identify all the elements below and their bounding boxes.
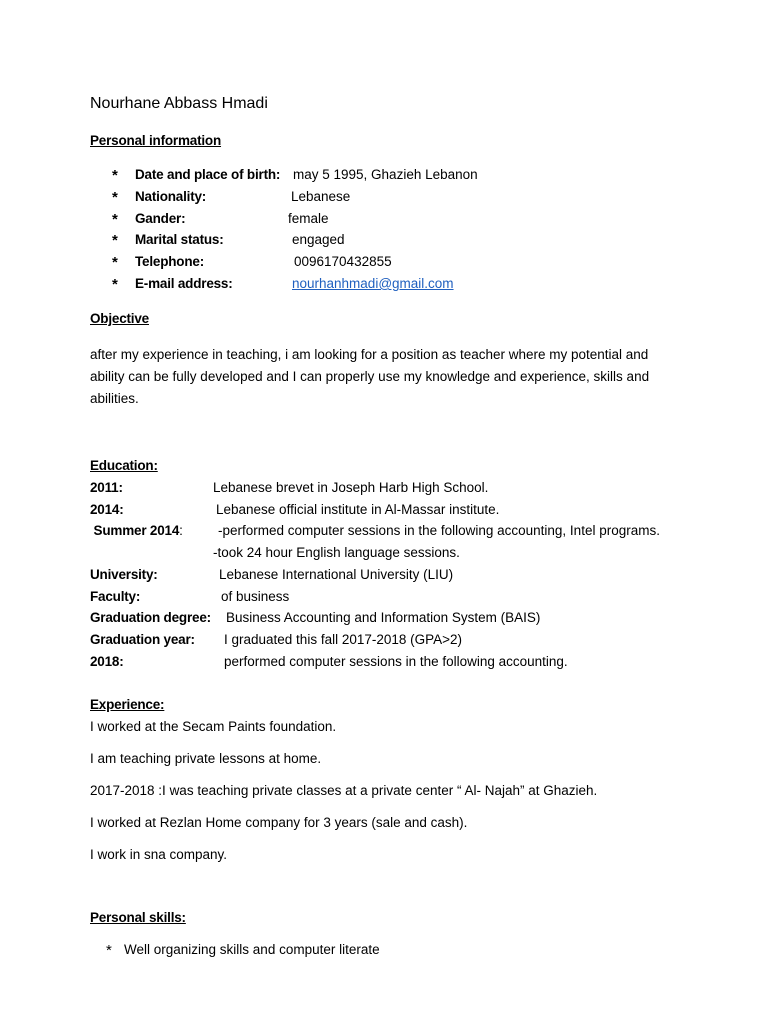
- bullet-icon: *: [112, 275, 118, 293]
- education-label: Graduation year:: [90, 632, 195, 647]
- objective-heading: Objective: [90, 311, 149, 326]
- education-value: Lebanese International University (LIU): [219, 567, 454, 582]
- education-label: Faculty:: [90, 589, 141, 604]
- education-heading: Education:: [90, 458, 158, 473]
- education-row: [90, 480, 730, 502]
- skills-heading: Personal skills:: [90, 910, 186, 925]
- birth-label: Date and place of birth:: [135, 167, 281, 182]
- telephone-label: Telephone:: [135, 254, 205, 270]
- skill-text: Well organizing skills and computer literate: [124, 942, 380, 957]
- education-label: Graduation degree:: [90, 610, 211, 625]
- education-value: Business Accounting and Information System (BAIS): [226, 610, 541, 625]
- personal-info-item: [112, 276, 712, 298]
- candidate-name: Nourhane Abbass Hmadi: [90, 95, 268, 112]
- education-value: performed computer sessions in the following accounting.: [224, 654, 568, 669]
- personal-info-list: [112, 167, 712, 298]
- education-label: 2011:: [90, 480, 123, 495]
- bullet-icon: *: [112, 232, 118, 250]
- education-row: [90, 523, 730, 545]
- education-label: 2014:: [90, 502, 124, 517]
- education-value: Lebanese official institute in Al-Massar institute.: [216, 502, 500, 517]
- education-label-text: Summer 2014: [90, 523, 180, 538]
- education-value: -took 24 hour English language sessions.: [213, 545, 460, 560]
- experience-item: I am teaching private lessons at home.: [90, 751, 322, 766]
- personal-info-item: [112, 211, 712, 233]
- email-label: E-mail address:: [135, 275, 233, 291]
- marital-status-label: Marital status:: [135, 232, 224, 248]
- education-row: [90, 502, 730, 524]
- experience-item: 2017-2018 :I was teaching private classes at a private center “ Al- Najah” at Ghazieh.: [90, 783, 598, 798]
- bullet-icon: *: [112, 254, 118, 272]
- education-label: [90, 523, 183, 538]
- education-row: [90, 545, 730, 567]
- education-value: Lebanese brevet in Joseph Harb High School.: [213, 480, 489, 495]
- gender-value: female: [288, 210, 329, 226]
- education-row: [90, 632, 730, 654]
- bullet-icon: *: [112, 188, 118, 206]
- experience-item: I worked at Rezlan Home company for 3 years (sale and cash).: [90, 815, 468, 830]
- nationality-label: Nationality:: [135, 188, 207, 204]
- marital-status-value: engaged: [292, 232, 345, 248]
- email-link[interactable]: nourhanhmadi@gmail.com: [292, 275, 454, 291]
- education-label: 2018:: [90, 654, 124, 669]
- education-value: -performed computer sessions in the following accounting, Intel programs.: [218, 523, 660, 538]
- personal-info-item: [112, 167, 712, 189]
- telephone-value: 0096170432855: [294, 254, 392, 270]
- education-row: [90, 654, 730, 676]
- education-label: University:: [90, 567, 158, 582]
- education-row: [90, 567, 730, 589]
- education-row: [90, 610, 730, 632]
- education-row: [90, 589, 730, 611]
- nationality-value: Lebanese: [291, 188, 351, 204]
- education-label-suffix: :: [179, 523, 183, 538]
- gender-label: Gander:: [135, 210, 186, 226]
- objective-text: after my experience in teaching, i am looking for a position as teacher where my potential and ability can be fully developed and I can properly use my knowledge and experience, skills and abilities.: [90, 347, 650, 406]
- experience-item: I work in sna company.: [90, 847, 228, 862]
- bullet-icon: *: [112, 210, 118, 228]
- personal-info-item: [112, 254, 712, 276]
- bullet-icon: *: [112, 167, 118, 184]
- personal-info-heading: Personal information: [90, 133, 222, 148]
- personal-info-item: [112, 232, 712, 254]
- birth-value: may 5 1995, Ghazieh Lebanon: [293, 167, 478, 182]
- personal-info-item: [112, 189, 712, 211]
- experience-item: I worked at the Secam Paints foundation.: [90, 719, 337, 734]
- bullet-icon: *: [106, 942, 112, 959]
- education-value: of business: [221, 589, 290, 604]
- education-value: I graduated this fall 2017-2018 (GPA>2): [224, 632, 463, 647]
- experience-heading: Experience:: [90, 697, 165, 712]
- resume-page: [90, 0, 730, 1024]
